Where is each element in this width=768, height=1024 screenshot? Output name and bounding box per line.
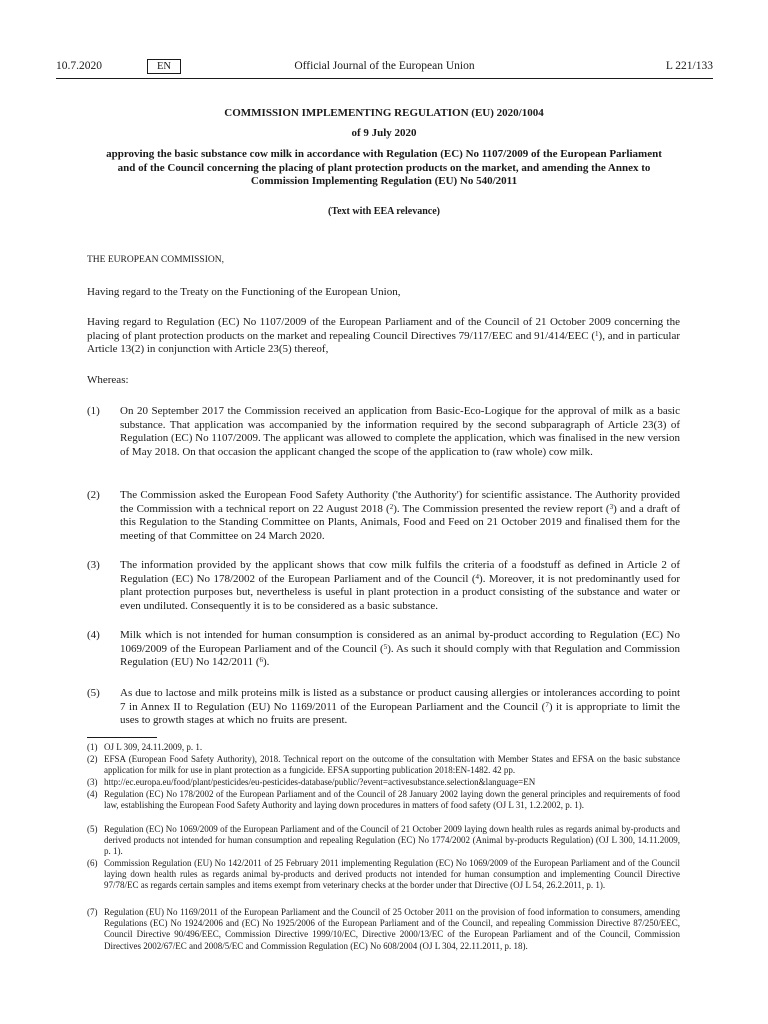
language-badge: EN xyxy=(147,59,181,74)
recital-number: (4) xyxy=(87,629,100,641)
recital-number: (3) xyxy=(87,559,100,571)
footnote-number: (3) xyxy=(87,777,98,787)
footnote-text: Commission Regulation (EU) No 142/2011 of 25 February 2011 implementing Regulation (EC) No 1069/2009 of the European Parliament and of the Council laying down health rules as regards animal by-products and derived products not intended for human consumption and implementing Council Directive 97/78/EC as regards certain samples and items exempt from veterinary checks at the border under that Directive (OJ L 54, 26.2.2011, p. 1). xyxy=(104,858,680,891)
regulation-citation: Having regard to Regulation (EC) No 1107/2009 of the European Parliament and of the Council of 21 October 2009 concerning the placing of plant protection products on the market and repealing Council Directives 79/117/EEC and 91/414/EEC ($^1$), and in particular Article 13(2) in conjunction with Article 23(5) thereof, xyxy=(87,316,680,355)
recital-number: (5) xyxy=(87,687,100,699)
journal-name: Official Journal of the European Union xyxy=(294,60,475,72)
regulation-date: of 9 July 2020 xyxy=(351,127,417,139)
recital-number: (1) xyxy=(87,405,100,417)
footnote-text: Regulation (EU) No 1169/2011 of the European Parliament and the Council of 25 October 2011 on the provision of food information to consumers, amending Regulations (EC) No 1924/2006 and (EC) No 1925/2006 of the European Parliament and of the Council, and repealing Commission Directive 87/250/EEC, Council Directive 90/496/EEC, Commission Directive 1999/10/EC, Directive 2000/13/EC of the European Parliament and of the Council, Commission Directives 2002/67/EC and 2008/5/EC and Commission Regulation (EC) No 608/2004 (OJ L 304, 22.11.2011, p. 18). xyxy=(104,907,680,951)
footnote-link[interactable]: http://ec.europa.eu/food/plant/pesticides/eu-pesticides-database/public/?event=activesubstance.selection&language=EN xyxy=(104,777,536,787)
recital-text: Milk which is not intended for human consumption is considered as an animal by-product according to Regulation (EC) No 1069/2009 of the European Parliament and of the Council ($^5$). As such it should comply with that Regulation and Commission Regulation (EU) No 142/2011 ($^6$). xyxy=(120,629,680,668)
whereas-heading: Whereas: xyxy=(87,374,129,386)
footnote-number: (5) xyxy=(87,824,98,834)
recital-text: The Commission asked the European Food Safety Authority ('the Authority') for scientific assistance. The Authority provided the Commission with a technical report on 22 August 2018 ($^2$). The Commission presented the review report ($^3$) and a draft of this Regulation to the Standing Committee on Plants, Animals, Food and Feed on 21 October 2019 and finalised them for the meeting of that Committee on 24 March 2020. xyxy=(120,489,680,542)
footnote-number: (7) xyxy=(87,907,98,917)
eea-relevance: (Text with EEA relevance) xyxy=(328,206,440,217)
footnote-ref[interactable]: 5 xyxy=(383,642,388,651)
header-rule xyxy=(56,78,713,79)
footnote-number: (2) xyxy=(87,754,98,764)
recital-text: The information provided by the applicant shows that cow milk fulfils the criteria of a foodstuff as defined in Article 2 of Regulation (EC) No 178/2002 of the European Parliament and of the Council ($^4$). Moreover, it is not predominantly used for plant protection purposes but, nevertheless is useful in plant protection in a product consisting of the substance and water or even undiluted. Consequently it is to be considered as a basic substance. xyxy=(120,559,680,612)
footnote-text: Regulation (EC) No 178/2002 of the European Parliament and of the Council of 28 January 2002 laying down the general principles and requirements of food law, establishing the European Food Safety Authority and laying down procedures in matters of food safety (OJ L 31, 1.2.2002, p. 1). xyxy=(104,789,680,811)
footnote-ref[interactable]: 3 xyxy=(609,502,614,511)
footnote-text: EFSA (European Food Safety Authority), 2018. Technical report on the outcome of the consultation with Member States and EFSA on the basic substance application for milk for use in plant protection as a fungicide. EFSA supporting publication 2018:EN-1482. 42 pp. xyxy=(104,754,680,776)
commission-heading: THE EUROPEAN COMMISSION, xyxy=(87,255,224,265)
footnote-ref[interactable]: 7 xyxy=(545,700,549,709)
footnote-number: (1) xyxy=(87,742,98,752)
footnote-ref[interactable]: 4 xyxy=(475,572,480,581)
footnote-ref[interactable]: 6 xyxy=(259,656,264,664)
regulation-subject: approving the basic substance cow milk in accordance with Regulation (EC) No 1107/2009 of the European Parliament and of the Council concerning the placing of plant protection products on the market, and amending the Annex to Commission Implementing Regulation (EU) No 540/2011 xyxy=(106,148,662,187)
recital-text: On 20 September 2017 the Commission received an application from Basic-Eco-Logique for the approval of milk as a basic substance. That application was accompanied by the information required by the second subparagraph of Article 23(3) of Regulation (EC) No 1107/2009. The applicant was allowed to complete the application, which was finalised in the new version of May 2018. On that occasion the applicant changed the scope of the application to (raw whole) cow milk. xyxy=(120,405,680,458)
page-reference: L 221/133 xyxy=(665,60,713,72)
footnote-text: OJ L 309, 24.11.2009, p. 1. xyxy=(104,742,203,752)
recital-text: As due to lactose and milk proteins milk is listed as a substance or product causing allergies or intolerances according to point 7 in Annex II to Regulation (EU) No 1169/2011 of the European Parliament and the Council ($^7$) it is appropriate to limit the uses to growth stages at which no fruits are present. xyxy=(120,687,680,726)
footnote-ref[interactable]: 1 xyxy=(595,329,599,338)
recital-number: (2) xyxy=(87,489,100,501)
footnote-text: Regulation (EC) No 1069/2009 of the European Parliament and of the Council of 21 October 2009 laying down health rules as regards animal by-products and derived products not intended for human consumption and repealing Regulation (EC) No 1774/2002 (Animal by-products Regulation) (OJ L 300, 14.11.2009, p. 1). xyxy=(104,824,680,857)
treaty-citation: Having regard to the Treaty on the Functioning of the European Union, xyxy=(87,286,401,298)
page-header xyxy=(56,60,713,76)
footnote-number: (6) xyxy=(87,858,98,868)
footnote-number: (4) xyxy=(87,789,98,799)
footnote-ref[interactable]: 2 xyxy=(389,502,394,511)
footnote-rule xyxy=(87,737,157,738)
header-date: 10.7.2020 xyxy=(56,60,102,72)
regulation-title: COMMISSION IMPLEMENTING REGULATION (EU) 2020/1004 xyxy=(224,107,544,119)
